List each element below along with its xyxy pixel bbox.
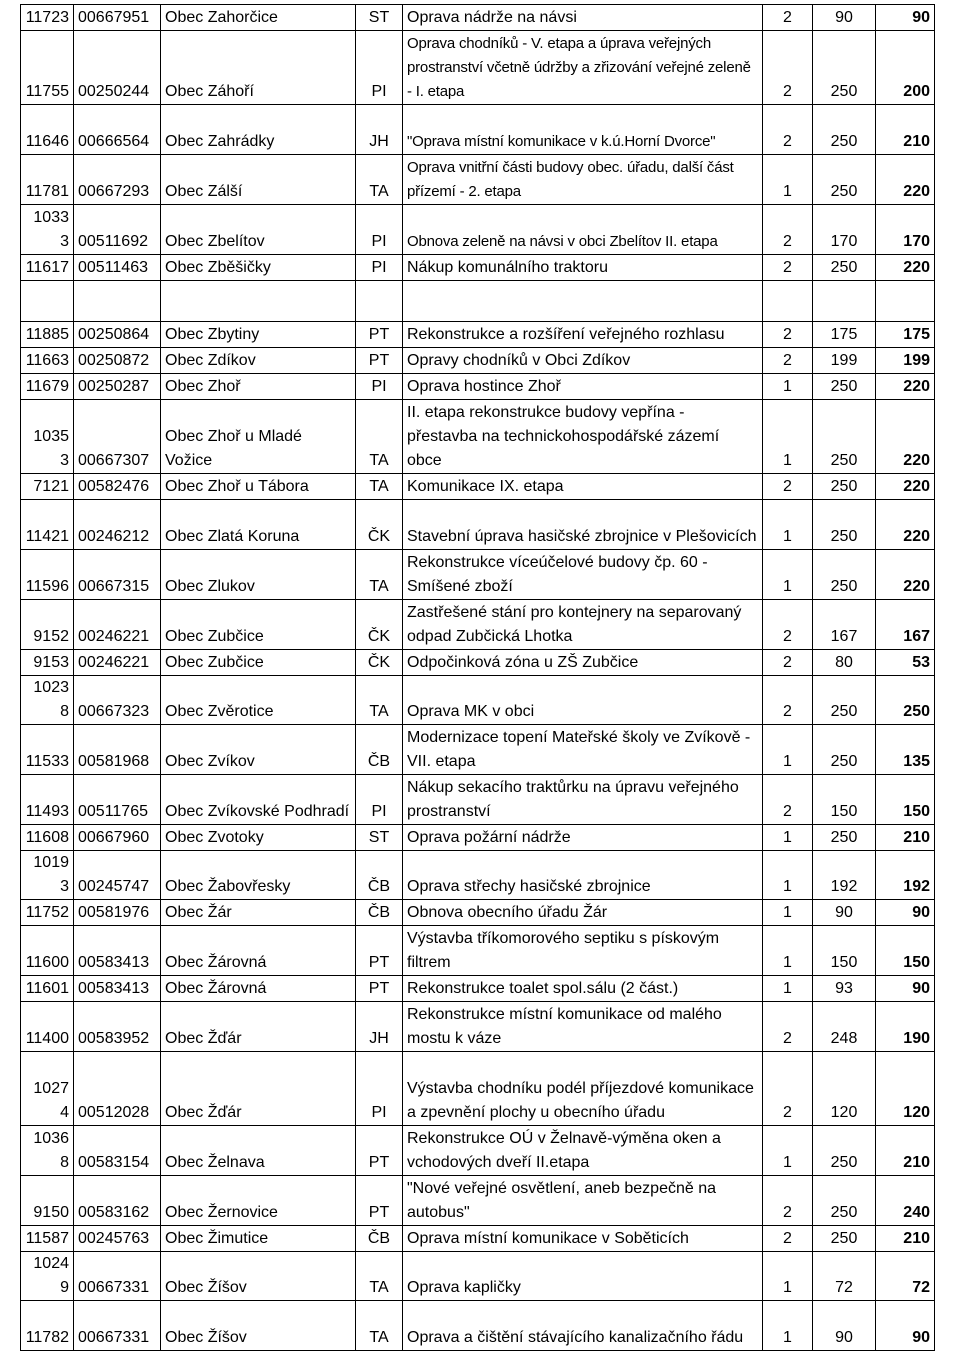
cell-project: Modernizace topení Mateřské školy ve Zvíkově - VII. etapa [403, 725, 763, 775]
cell-project: Oprava MK v obci [403, 676, 763, 725]
cell-granted: 190 [876, 1002, 935, 1052]
cell-priority: 2 [763, 255, 813, 281]
cell-requested: 90 [813, 1301, 876, 1351]
cell-district: PI [356, 1052, 403, 1126]
cell-project: Oprava nádrže na návsi [403, 5, 763, 31]
cell-id: 10249 [21, 1252, 74, 1301]
cell-priority: 2 [763, 600, 813, 650]
cell-municipality: Obec Zvíkov [161, 725, 356, 775]
cell-district: ČB [356, 900, 403, 926]
cell-id: 11679 [21, 374, 74, 400]
empty-cell [813, 281, 876, 322]
cell-priority: 1 [763, 374, 813, 400]
cell-ico: 00512028 [74, 1052, 161, 1126]
cell-ico: 00583154 [74, 1126, 161, 1176]
cell-ico: 00666564 [74, 105, 161, 155]
cell-granted: 220 [876, 500, 935, 550]
cell-priority: 1 [763, 400, 813, 474]
cell-priority: 2 [763, 474, 813, 500]
cell-ico: 00583952 [74, 1002, 161, 1052]
table-row [21, 725, 935, 775]
cell-district: ST [356, 825, 403, 851]
cell-id: 11617 [21, 255, 74, 281]
cell-priority: 1 [763, 900, 813, 926]
cell-project: Nákup sekacího traktůrku na úpravu veřejného prostranství [403, 775, 763, 825]
cell-municipality: Obec Žernovice [161, 1176, 356, 1226]
cell-priority: 2 [763, 676, 813, 725]
table-row [21, 322, 935, 348]
table-row [21, 400, 935, 474]
cell-district: JH [356, 1002, 403, 1052]
cell-municipality: Obec Zvěrotice [161, 676, 356, 725]
cell-requested: 250 [813, 550, 876, 600]
cell-priority: 2 [763, 1226, 813, 1252]
cell-id: 11400 [21, 1002, 74, 1052]
cell-ico: 00511765 [74, 775, 161, 825]
table-row [21, 474, 935, 500]
cell-id: 11587 [21, 1226, 74, 1252]
cell-municipality: Obec Zlatá Koruna [161, 500, 356, 550]
cell-district: PI [356, 31, 403, 105]
cell-id: 10274 [21, 1052, 74, 1126]
cell-priority: 1 [763, 725, 813, 775]
table-body [21, 5, 935, 1351]
cell-municipality: Obec Žíšov [161, 1301, 356, 1351]
cell-requested: 90 [813, 900, 876, 926]
cell-id: 11421 [21, 500, 74, 550]
cell-municipality: Obec Žárovná [161, 926, 356, 976]
cell-granted: 220 [876, 374, 935, 400]
cell-priority: 2 [763, 775, 813, 825]
cell-id: 11752 [21, 900, 74, 926]
cell-ico: 00667951 [74, 5, 161, 31]
cell-requested: 250 [813, 1176, 876, 1226]
cell-project: Obnova zeleně na návsi v obci Zbelítov II. etapa [403, 205, 763, 255]
cell-id: 9152 [21, 600, 74, 650]
cell-project: Stavební úprava hasičské zbrojnice v Plešovicích [403, 500, 763, 550]
cell-project: Oprava požární nádrže [403, 825, 763, 851]
cell-district: TA [356, 400, 403, 474]
cell-project: "Nové veřejné osvětlení, aneb bezpečně na autobus" [403, 1176, 763, 1226]
cell-granted: 210 [876, 1226, 935, 1252]
cell-id: 11533 [21, 725, 74, 775]
cell-project: Rekonstrukce OÚ v Želnavě-výměna oken a vchodových dveří II.etapa [403, 1126, 763, 1176]
cell-ico: 00245747 [74, 851, 161, 900]
cell-priority: 1 [763, 1252, 813, 1301]
cell-granted: 210 [876, 105, 935, 155]
cell-municipality: Obec Zbytiny [161, 322, 356, 348]
cell-granted: 192 [876, 851, 935, 900]
cell-requested: 250 [813, 500, 876, 550]
cell-project: Oprava a čištění stávajícího kanalizačního řádu [403, 1301, 763, 1351]
cell-district: PT [356, 1176, 403, 1226]
cell-project: "Oprava místní komunikace v k.ú.Horní Dvorce" [403, 105, 763, 155]
cell-municipality: Obec Zhoř u Mladé Vožice [161, 400, 356, 474]
cell-id: 11646 [21, 105, 74, 155]
cell-ico: 00250287 [74, 374, 161, 400]
cell-district: TA [356, 676, 403, 725]
cell-requested: 72 [813, 1252, 876, 1301]
cell-priority: 2 [763, 205, 813, 255]
cell-priority: 2 [763, 105, 813, 155]
cell-granted: 175 [876, 322, 935, 348]
cell-district: PI [356, 374, 403, 400]
cell-municipality: Obec Zubčice [161, 600, 356, 650]
table-row [21, 1176, 935, 1226]
cell-ico: 00511692 [74, 205, 161, 255]
cell-ico: 00246221 [74, 650, 161, 676]
cell-ico: 00667315 [74, 550, 161, 600]
empty-cell [356, 281, 403, 322]
cell-project: Oprava vnitřní části budovy obec. úřadu, další část přízemí - 2. etapa [403, 155, 763, 205]
cell-id: 11782 [21, 1301, 74, 1351]
cell-id: 10238 [21, 676, 74, 725]
cell-requested: 150 [813, 926, 876, 976]
cell-priority: 2 [763, 1052, 813, 1126]
cell-project: Rekonstrukce a rozšíření veřejného rozhlasu [403, 322, 763, 348]
cell-ico: 00667331 [74, 1252, 161, 1301]
cell-district: PT [356, 926, 403, 976]
cell-district: ST [356, 5, 403, 31]
cell-id: 11596 [21, 550, 74, 600]
cell-municipality: Obec Zlukov [161, 550, 356, 600]
cell-municipality: Obec Žimutice [161, 1226, 356, 1252]
cell-requested: 250 [813, 1126, 876, 1176]
cell-project: Výstavba tříkomorového septiku s pískovým filtrem [403, 926, 763, 976]
cell-requested: 250 [813, 1226, 876, 1252]
cell-requested: 250 [813, 31, 876, 105]
cell-priority: 1 [763, 926, 813, 976]
cell-project: Komunikace IX. etapa [403, 474, 763, 500]
cell-granted: 220 [876, 550, 935, 600]
table-row [21, 926, 935, 976]
cell-project: Rekonstrukce toalet spol.sálu (2 část.) [403, 976, 763, 1002]
cell-requested: 93 [813, 976, 876, 1002]
cell-municipality: Obec Žďár [161, 1052, 356, 1126]
table-row [21, 650, 935, 676]
table-row [21, 976, 935, 1002]
cell-district: PI [356, 255, 403, 281]
table-row [21, 600, 935, 650]
cell-project: Obnova obecního úřadu Žár [403, 900, 763, 926]
table-row [21, 851, 935, 900]
cell-district: ČB [356, 725, 403, 775]
cell-granted: 220 [876, 474, 935, 500]
cell-requested: 167 [813, 600, 876, 650]
table-row [21, 825, 935, 851]
cell-id: 9153 [21, 650, 74, 676]
cell-priority: 1 [763, 825, 813, 851]
cell-priority: 2 [763, 322, 813, 348]
cell-priority: 1 [763, 1126, 813, 1176]
cell-municipality: Obec Zvotoky [161, 825, 356, 851]
table-row [21, 1252, 935, 1301]
cell-district: ČK [356, 500, 403, 550]
spacer-row [21, 281, 935, 322]
cell-id: 11600 [21, 926, 74, 976]
cell-municipality: Obec Zběšičky [161, 255, 356, 281]
cell-district: PT [356, 976, 403, 1002]
table-row [21, 205, 935, 255]
cell-ico: 00246212 [74, 500, 161, 550]
table-row [21, 348, 935, 374]
cell-granted: 170 [876, 205, 935, 255]
cell-project: Oprava hostince Zhoř [403, 374, 763, 400]
empty-cell [763, 281, 813, 322]
cell-municipality: Obec Zahorčice [161, 5, 356, 31]
cell-requested: 120 [813, 1052, 876, 1126]
cell-requested: 250 [813, 374, 876, 400]
cell-id: 11885 [21, 322, 74, 348]
cell-requested: 250 [813, 676, 876, 725]
cell-project: Opravy chodníků v Obci Zdíkov [403, 348, 763, 374]
table-row [21, 255, 935, 281]
cell-municipality: Obec Žďár [161, 1002, 356, 1052]
cell-municipality: Obec Zhoř [161, 374, 356, 400]
cell-granted: 250 [876, 676, 935, 725]
cell-ico: 00667323 [74, 676, 161, 725]
cell-granted: 72 [876, 1252, 935, 1301]
cell-id: 11781 [21, 155, 74, 205]
table-row [21, 5, 935, 31]
cell-municipality: Obec Zvíkovské Podhradí [161, 775, 356, 825]
cell-granted: 220 [876, 400, 935, 474]
cell-district: PT [356, 348, 403, 374]
cell-requested: 170 [813, 205, 876, 255]
cell-ico: 00250864 [74, 322, 161, 348]
cell-priority: 1 [763, 550, 813, 600]
cell-ico: 00581968 [74, 725, 161, 775]
table-row [21, 1226, 935, 1252]
empty-cell [21, 281, 74, 322]
cell-project: Rekonstrukce víceúčelové budovy čp. 60 - Smíšené zboží [403, 550, 763, 600]
cell-ico: 00667293 [74, 155, 161, 205]
cell-id: 11493 [21, 775, 74, 825]
cell-municipality: Obec Žíšov [161, 1252, 356, 1301]
cell-priority: 2 [763, 650, 813, 676]
cell-municipality: Obec Žár [161, 900, 356, 926]
cell-municipality: Obec Želnava [161, 1126, 356, 1176]
cell-municipality: Obec Žárovná [161, 976, 356, 1002]
cell-project: Nákup komunálního traktoru [403, 255, 763, 281]
cell-id: 10368 [21, 1126, 74, 1176]
cell-priority: 2 [763, 1176, 813, 1226]
cell-id: 11723 [21, 5, 74, 31]
cell-id: 11608 [21, 825, 74, 851]
cell-municipality: Obec Zahrádky [161, 105, 356, 155]
cell-granted: 220 [876, 155, 935, 205]
cell-granted: 210 [876, 825, 935, 851]
cell-granted: 120 [876, 1052, 935, 1126]
cell-requested: 250 [813, 105, 876, 155]
cell-granted: 90 [876, 5, 935, 31]
cell-priority: 2 [763, 348, 813, 374]
cell-municipality: Obec Zhoř u Tábora [161, 474, 356, 500]
cell-district: ČK [356, 650, 403, 676]
cell-id: 11601 [21, 976, 74, 1002]
cell-requested: 250 [813, 725, 876, 775]
cell-district: ČB [356, 851, 403, 900]
cell-id: 11755 [21, 31, 74, 105]
cell-priority: 2 [763, 5, 813, 31]
cell-ico: 00583162 [74, 1176, 161, 1226]
cell-district: JH [356, 105, 403, 155]
cell-id: 11663 [21, 348, 74, 374]
cell-district: TA [356, 1301, 403, 1351]
cell-granted: 210 [876, 1126, 935, 1176]
cell-project: II. etapa rekonstrukce budovy vepřína - přestavba na technickohospodářské zázemí obce [403, 400, 763, 474]
table-row [21, 1301, 935, 1351]
cell-ico: 00246221 [74, 600, 161, 650]
cell-id: 10353 [21, 400, 74, 474]
cell-requested: 192 [813, 851, 876, 900]
cell-district: TA [356, 155, 403, 205]
cell-district: TA [356, 1252, 403, 1301]
cell-ico: 00667331 [74, 1301, 161, 1351]
grant-table [20, 4, 935, 1351]
table-row [21, 900, 935, 926]
cell-project: Oprava kapličky [403, 1252, 763, 1301]
cell-granted: 150 [876, 775, 935, 825]
cell-ico: 00250872 [74, 348, 161, 374]
cell-granted: 90 [876, 1301, 935, 1351]
table-row [21, 775, 935, 825]
cell-project: Odpočinková zóna u ZŠ Zubčice [403, 650, 763, 676]
table-row [21, 1002, 935, 1052]
cell-project: Oprava střechy hasičské zbrojnice [403, 851, 763, 900]
cell-granted: 199 [876, 348, 935, 374]
cell-requested: 250 [813, 155, 876, 205]
empty-cell [74, 281, 161, 322]
cell-project: Oprava místní komunikace v Soběticích [403, 1226, 763, 1252]
cell-priority: 2 [763, 1002, 813, 1052]
cell-municipality: Obec Záhoří [161, 31, 356, 105]
table-row [21, 31, 935, 105]
cell-project: Rekonstrukce místní komunikace od malého mostu k váze [403, 1002, 763, 1052]
cell-granted: 90 [876, 900, 935, 926]
empty-cell [161, 281, 356, 322]
cell-district: TA [356, 550, 403, 600]
table-row [21, 374, 935, 400]
cell-district: PI [356, 205, 403, 255]
table-row [21, 105, 935, 155]
cell-priority: 1 [763, 851, 813, 900]
cell-ico: 00582476 [74, 474, 161, 500]
cell-district: PI [356, 775, 403, 825]
cell-requested: 80 [813, 650, 876, 676]
table-row [21, 550, 935, 600]
table-row [21, 676, 935, 725]
cell-district: PT [356, 322, 403, 348]
cell-priority: 1 [763, 1301, 813, 1351]
cell-ico: 00581976 [74, 900, 161, 926]
cell-priority: 1 [763, 155, 813, 205]
cell-district: PT [356, 1126, 403, 1176]
cell-granted: 150 [876, 926, 935, 976]
cell-granted: 135 [876, 725, 935, 775]
cell-ico: 00250244 [74, 31, 161, 105]
cell-id: 7121 [21, 474, 74, 500]
cell-municipality: Obec Zálší [161, 155, 356, 205]
cell-granted: 167 [876, 600, 935, 650]
table-row [21, 1126, 935, 1176]
cell-priority: 1 [763, 976, 813, 1002]
cell-requested: 250 [813, 255, 876, 281]
cell-ico: 00667307 [74, 400, 161, 474]
cell-municipality: Obec Zubčice [161, 650, 356, 676]
cell-id: 10193 [21, 851, 74, 900]
cell-district: ČK [356, 600, 403, 650]
empty-cell [403, 281, 763, 322]
cell-district: TA [356, 474, 403, 500]
cell-granted: 220 [876, 255, 935, 281]
cell-ico: 00245763 [74, 1226, 161, 1252]
cell-project: Výstavba chodníku podél příjezdové komunikace a zpevnění plochy u obecního úřadu [403, 1052, 763, 1126]
table-row [21, 500, 935, 550]
cell-requested: 250 [813, 825, 876, 851]
cell-id: 10333 [21, 205, 74, 255]
cell-granted: 90 [876, 976, 935, 1002]
cell-granted: 240 [876, 1176, 935, 1226]
cell-district: ČB [356, 1226, 403, 1252]
table-row [21, 1052, 935, 1126]
cell-ico: 00583413 [74, 976, 161, 1002]
cell-requested: 199 [813, 348, 876, 374]
cell-priority: 2 [763, 31, 813, 105]
table-row [21, 155, 935, 205]
cell-requested: 248 [813, 1002, 876, 1052]
cell-project: Zastřešené stání pro kontejnery na separovaný odpad Zubčická Lhotka [403, 600, 763, 650]
cell-project: Oprava chodníků - V. etapa a úprava veřejných prostranství včetně údržby a zřizování veřejné zeleně - I. etapa [403, 31, 763, 105]
cell-requested: 175 [813, 322, 876, 348]
cell-id: 9150 [21, 1176, 74, 1226]
cell-ico: 00667960 [74, 825, 161, 851]
cell-ico: 00511463 [74, 255, 161, 281]
cell-granted: 53 [876, 650, 935, 676]
empty-cell [876, 281, 935, 322]
cell-requested: 90 [813, 5, 876, 31]
cell-requested: 250 [813, 474, 876, 500]
cell-municipality: Obec Žabovřesky [161, 851, 356, 900]
cell-granted: 200 [876, 31, 935, 105]
cell-requested: 150 [813, 775, 876, 825]
cell-requested: 250 [813, 400, 876, 474]
cell-ico: 00583413 [74, 926, 161, 976]
cell-municipality: Obec Zdíkov [161, 348, 356, 374]
cell-municipality: Obec Zbelítov [161, 205, 356, 255]
cell-priority: 1 [763, 500, 813, 550]
